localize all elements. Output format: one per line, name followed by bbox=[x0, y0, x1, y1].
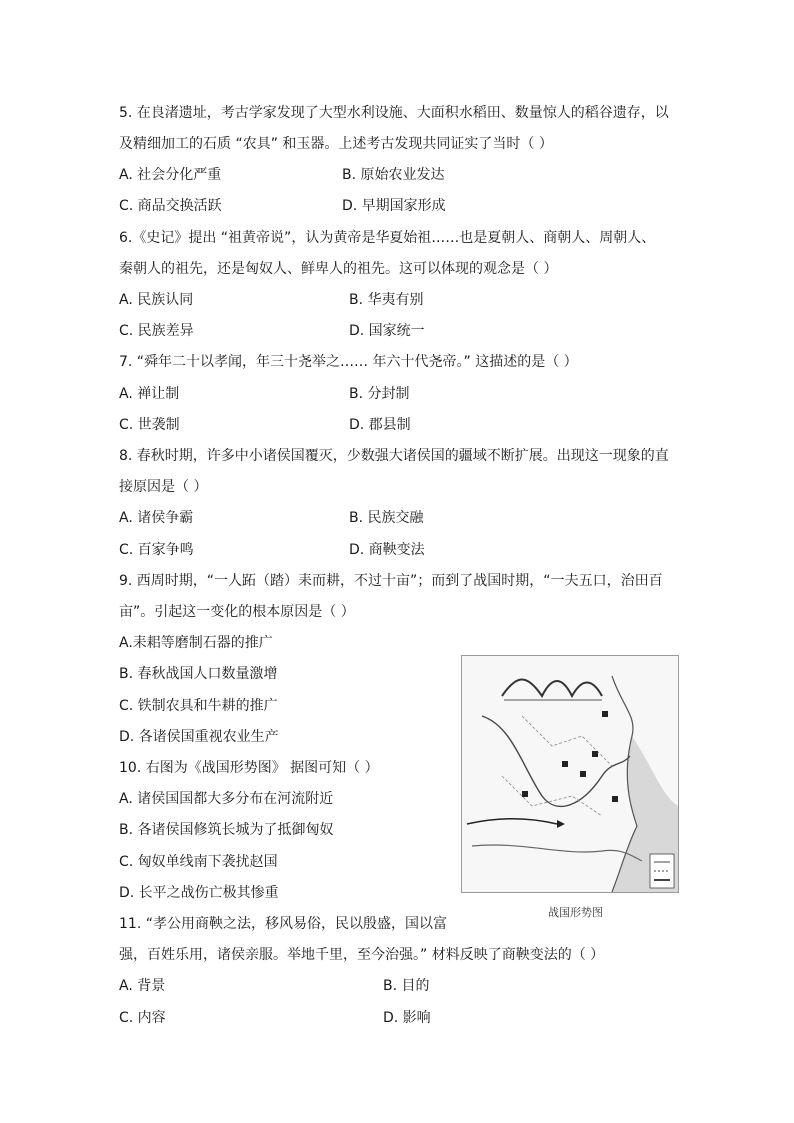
q7-option-c: C. 世袭制 bbox=[119, 417, 180, 433]
q6-option-b: B. 华夷有别 bbox=[349, 292, 424, 308]
q11-option-b: B. 目的 bbox=[383, 978, 430, 994]
q9-option-d: D. 各诸侯国重视农业生产 bbox=[119, 729, 279, 745]
q8-stem-line-1: 8. 春秋时期，许多中小诸侯国覆灭，少数强大诸侯国的疆域不断扩展。出现这一现象的直 bbox=[119, 448, 669, 464]
q5-stem-line-2: 及精细加工的石质 “农具” 和玉器。上述考古发现共同证实了当时（ ） bbox=[119, 136, 553, 152]
q6-option-a: A. 民族认同 bbox=[119, 292, 194, 308]
q8-option-d: D. 商鞅变法 bbox=[349, 542, 425, 558]
q9-stem-line-2: 亩”。引起这一变化的根本原因是（ ） bbox=[119, 604, 355, 620]
q5-option-c: C. 商品交换活跃 bbox=[119, 198, 222, 214]
q11-stem-line-1: 11. “孝公用商鞅之法，移风易俗，民以殷盛，国以富 bbox=[119, 916, 447, 932]
q6-option-c: C. 民族差异 bbox=[119, 323, 194, 339]
q6-stem-line-2: 秦朝人的祖先，还是匈奴人、鲜卑人的祖先。这可以体现的观念是（ ） bbox=[119, 261, 558, 277]
q10-option-c: C. 匈奴单线南下袭扰赵国 bbox=[119, 854, 278, 870]
q7-option-a: A. 禅让制 bbox=[119, 386, 180, 402]
q6-stem-line-1: 6.《史记》提出 “祖黄帝说”，认为黄帝是华夏始祖……也是夏朝人、商朝人、周朝人、 bbox=[119, 230, 656, 246]
q7-stem-line-1: 7. “舜年二十以孝闻，年三十尧举之…… 年六十代尧帝。” 这描述的是（ ） bbox=[119, 354, 578, 370]
q11-option-c: C. 内容 bbox=[119, 1010, 166, 1026]
q10-option-d: D. 长平之战伤亡极其惨重 bbox=[119, 885, 279, 901]
map-drawing bbox=[462, 656, 678, 892]
map-caption: 战国形势图 bbox=[548, 906, 603, 919]
q9-option-b: B. 春秋战国人口数量激增 bbox=[119, 666, 278, 682]
q8-option-a: A. 诸侯争霸 bbox=[119, 510, 194, 526]
q5-option-b: B. 原始农业发达 bbox=[342, 167, 445, 183]
q9-option-a: A.耒耜等磨制石器的推广 bbox=[119, 635, 273, 651]
q7-option-b: B. 分封制 bbox=[349, 386, 410, 402]
q11-stem-line-2: 强，百姓乐用，诸侯亲服。举地千里，至今治强。” 材料反映了商鞅变法的（ ） bbox=[119, 947, 605, 963]
q11-option-a: A. 背景 bbox=[119, 978, 166, 994]
q8-stem-line-2: 接原因是（ ） bbox=[119, 479, 208, 495]
q6-option-d: D. 国家统一 bbox=[349, 323, 425, 339]
q10-option-b: B. 各诸侯国修筑长城为了抵御匈奴 bbox=[119, 822, 334, 838]
q8-option-c: C. 百家争鸣 bbox=[119, 542, 194, 558]
q8-option-b: B. 民族交融 bbox=[349, 510, 424, 526]
q7-option-d: D. 郡县制 bbox=[349, 417, 411, 433]
q11-option-d: D. 影响 bbox=[383, 1010, 431, 1026]
warring-states-map bbox=[461, 655, 679, 893]
q5-stem-line-1: 5. 在良渚遗址，考古学家发现了大型水利设施、大面积水稻田、数量惊人的稻谷遗存，以 bbox=[119, 105, 669, 121]
q5-option-d: D. 早期国家形成 bbox=[342, 198, 446, 214]
q9-stem-line-1: 9. 西周时期，“一人跖（踏）耒而耕，不过十亩”；而到了战国时期，“一夫五口，治田百 bbox=[119, 573, 663, 589]
q10-option-a: A. 诸侯国国都大多分布在河流附近 bbox=[119, 791, 334, 807]
q10-stem-line-1: 10. 右图为《战国形势图》 据图可知（ ） bbox=[119, 760, 379, 776]
q9-option-c: C. 铁制农具和牛耕的推广 bbox=[119, 698, 278, 714]
q5-option-a: A. 社会分化严重 bbox=[119, 167, 222, 183]
